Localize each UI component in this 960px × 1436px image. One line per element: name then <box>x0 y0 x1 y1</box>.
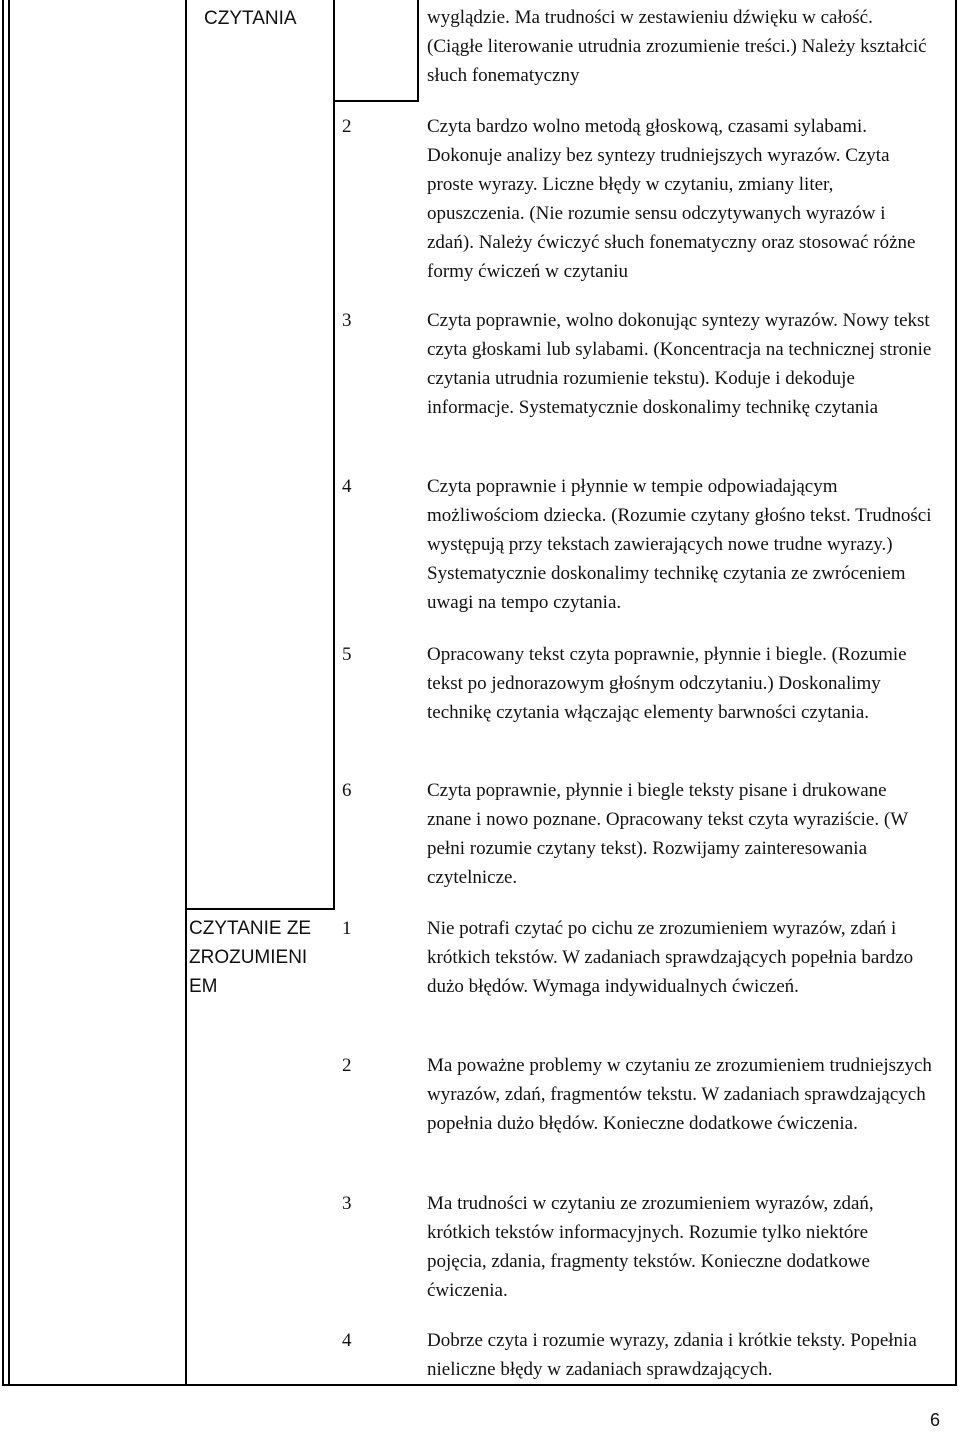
level-number: 2 <box>342 116 352 137</box>
level-number: 6 <box>342 780 352 801</box>
column-divider-upper <box>333 0 335 908</box>
level-description: Czyta poprawnie i płynnie w tempie odpowiadającym możliwościom dziecka. (Rozumie czytany głośno tekst. Trudności występują przy tekstach zawierających nowe trudne wyrazy.) Systematycznie doskonalimy technikę czytania ze zwróceniem uwagi na tempo czytania. <box>427 476 932 613</box>
level-number: 5 <box>342 644 352 665</box>
level-number: 3 <box>342 310 352 331</box>
level-number: 4 <box>342 1330 352 1351</box>
level-number: 4 <box>342 476 352 497</box>
level-number: 2 <box>342 1055 352 1076</box>
row-divider-top <box>333 100 419 102</box>
column-divider-top <box>417 0 419 100</box>
level-description: Czyta poprawnie, wolno dokonując syntezy wyrazów. Nowy tekst czyta głoskami lub sylabami. (Koncentracja na technicznej stronie czytania utrudnia rozumienie tekstu). Koduje i dekoduje informacje. Systematycznie doskonalimy technikę czytania <box>427 310 932 418</box>
column-divider-category <box>185 0 187 1386</box>
level-description: Czyta bardzo wolno metodą głoskową, czasami sylabami. Dokonuje analizy bez syntezy trudniejszych wyrazów. Czyta proste wyrazy. Liczne błędy w czytaniu, zmiany liter, opuszczenia. (Nie rozumie sensu odczytywanych wyrazów i zdań). Należy ćwiczyć słuch fonematyczny oraz stosować różne formy ćwiczeń w czytaniu <box>427 116 916 282</box>
level-description: Czyta poprawnie, płynnie i biegle teksty pisane i drukowane znane i nowo poznane. Opracowany tekst czyta wyraziście. (W pełni rozumie czytany tekst). Rozwijamy zainteresowania czytelnicze. <box>427 780 908 888</box>
level-description: Dobrze czyta i rozumie wyrazy, zdania i krótkie teksty. Popełnia nieliczne błędy w zadaniach sprawdzających. <box>427 1330 917 1380</box>
level-description-continued: wyglądzie. Ma trudności w zestawieniu dźwięku w całość. (Ciągłe literowanie utrudnia zrozumienie treści.) Należy kształcić słuch fonematyczny <box>427 7 927 86</box>
level-number: 3 <box>342 1193 352 1214</box>
row-divider-category <box>185 908 335 910</box>
category-reading-label: CZYTANIA <box>204 8 297 29</box>
category-comprehension-line1: CZYTANIE ZE <box>189 918 312 939</box>
level-description: Nie potrafi czytać po cichu ze zrozumieniem wyrazów, zdań i krótkich tekstów. W zadaniach sprawdzających popełnia bardzo dużo błędów. Wymaga indywidualnych ćwiczeń. <box>427 918 914 997</box>
level-description: Ma trudności w czytaniu ze zrozumieniem wyrazów, zdań, krótkich tekstów informacyjnych. Rozumie tylko niektóre pojęcia, zdania, fragmenty tekstów. Konieczne dodatkowe ćwiczenia. <box>427 1193 874 1301</box>
inner-left-border <box>8 0 10 1386</box>
level-description: Ma poważne problemy w czytaniu ze zrozumieniem trudniejszych wyrazów, zdań, fragmentów tekstu. W zadaniach sprawdzających popełnia dużo błędów. Konieczne dodatkowe ćwiczenia. <box>427 1055 932 1134</box>
category-comprehension-line2: ZROZUMIENI <box>189 947 308 968</box>
page-number: 6 <box>929 1410 940 1430</box>
level-number: 1 <box>342 918 352 939</box>
category-comprehension-line3: EM <box>189 976 218 997</box>
level-description: Opracowany tekst czyta poprawnie, płynnie i biegle. (Rozumie tekst po jednorazowym głośnym odczytaniu.) Doskonalimy technikę czytania włączając elementy barwności czytania. <box>427 644 907 723</box>
